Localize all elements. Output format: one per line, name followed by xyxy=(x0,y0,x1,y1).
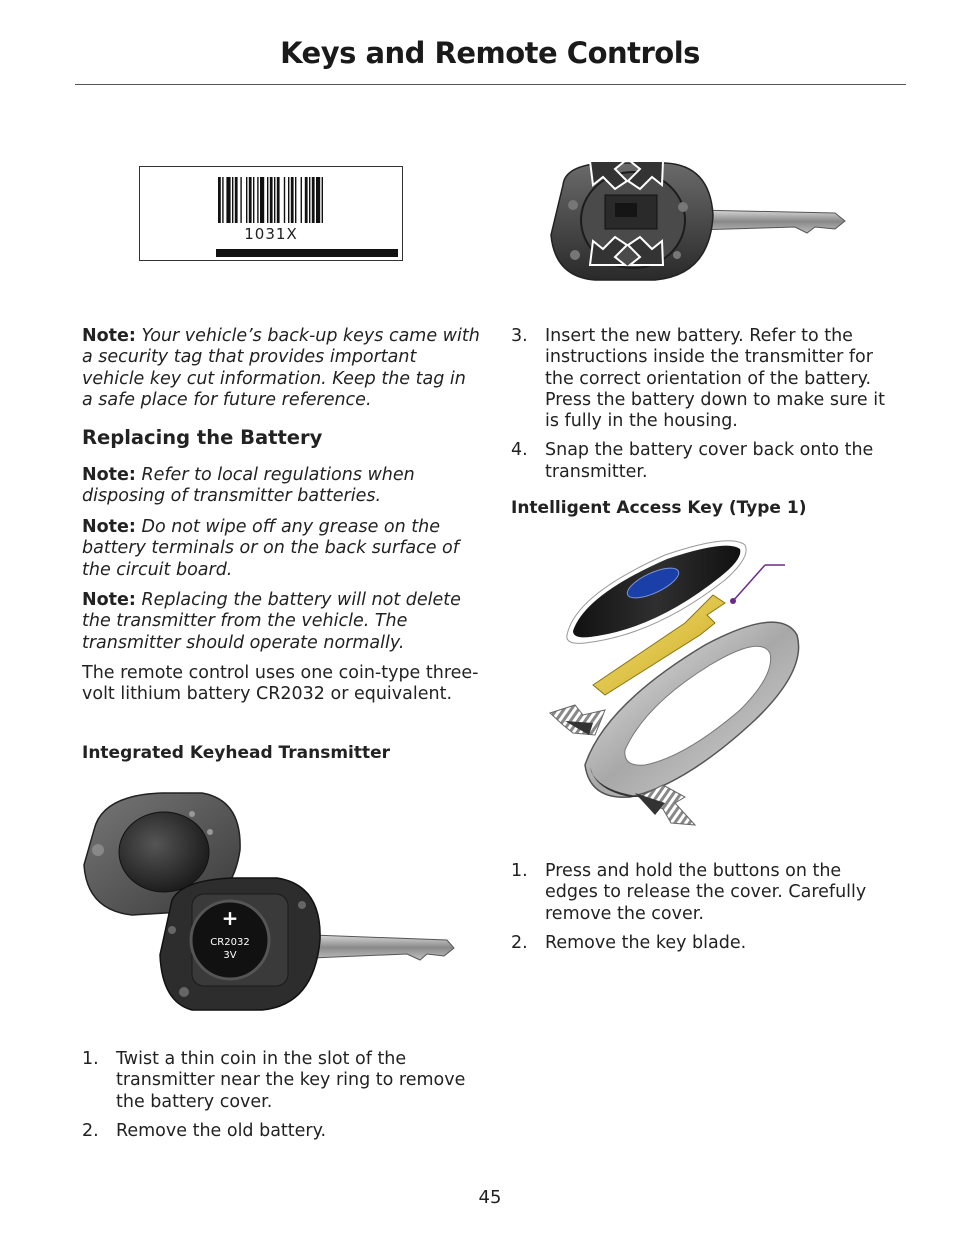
step-number: 2. xyxy=(82,1120,99,1141)
step-number: 1. xyxy=(82,1049,99,1069)
intelligent-access-key-figure xyxy=(545,535,805,830)
note-text: Replacing the battery will not delete the transmitter from the vehicle. The transmitter should operate normally. xyxy=(82,590,461,653)
step-text: Twist a thin coin in the slot of the transmitter near the key ring to remove the battery cover. xyxy=(116,1049,466,1112)
step-text: Snap the battery cover back onto the transmitter. xyxy=(545,440,874,482)
step-text: Insert the new battery. Refer to the instructions inside the transmitter for the correct orientation of the battery. Press the battery down to make sure it is fully in the housing. xyxy=(545,326,885,432)
keyhead-battery-removal-figure xyxy=(82,790,457,1015)
title-divider xyxy=(75,84,906,85)
right-steps-bottom xyxy=(511,861,896,962)
note-label: Note: xyxy=(82,590,136,610)
heading-replacing-battery: Replacing the Battery xyxy=(82,426,323,449)
note-label: Note: xyxy=(82,326,136,346)
security-tag-code: 1031X xyxy=(244,225,298,243)
heading-intelligent-access-key: Intelligent Access Key (Type 1) xyxy=(511,498,807,518)
right-steps-top xyxy=(511,326,896,491)
step-item xyxy=(82,1121,482,1142)
note-label: Note: xyxy=(82,465,136,485)
note-grease xyxy=(82,517,482,581)
step-text: Press and hold the buttons on the edges to release the cover. Carefully remove the cover. xyxy=(545,861,867,924)
keyhead-battery-insert-figure xyxy=(545,155,850,290)
battery-plus-label: + xyxy=(221,906,239,930)
barcode-icon xyxy=(140,167,402,260)
note-disposing xyxy=(82,465,482,508)
step-number: 4. xyxy=(511,440,528,461)
step-number: 3. xyxy=(511,326,528,346)
note-text: Your vehicle’s back-up keys came with a security tag that provides important vehicle key cut information. Keep the tag in a safe place for future reference. xyxy=(82,326,480,410)
page-title: Keys and Remote Controls xyxy=(280,36,700,70)
battery-voltage-label: 3V xyxy=(223,950,237,961)
step-item xyxy=(511,326,896,432)
battery-type-text: The remote control uses one coin-type three-volt lithium battery CR2032 or equivalent. xyxy=(82,663,479,705)
heading-integrated-keyhead: Integrated Keyhead Transmitter xyxy=(82,743,391,763)
battery-type-paragraph xyxy=(82,663,482,706)
step-text: Remove the key blade. xyxy=(545,932,747,953)
left-steps xyxy=(82,1049,482,1150)
step-item xyxy=(511,861,896,925)
note-text: Do not wipe off any grease on the battery terminals or on the back surface of the circuit board. xyxy=(82,517,459,580)
note-security-tag xyxy=(82,326,482,411)
page-number: 45 xyxy=(478,1187,502,1208)
note-transmitter xyxy=(82,590,482,654)
note-text: Refer to local regulations when disposing of transmitter batteries. xyxy=(82,465,415,507)
intelligent-access-section xyxy=(511,498,896,519)
step-item xyxy=(511,440,896,483)
step-item xyxy=(82,1049,482,1113)
replacing-battery-section xyxy=(82,427,482,448)
step-number: 2. xyxy=(511,932,528,953)
step-item xyxy=(511,933,896,954)
security-tag-figure xyxy=(139,166,403,261)
step-number: 1. xyxy=(511,861,528,881)
step-text: Remove the old battery. xyxy=(116,1120,327,1141)
battery-model-label: CR2032 xyxy=(210,937,250,948)
integrated-keyhead-section xyxy=(82,743,482,764)
note-label: Note: xyxy=(82,517,136,537)
left-column-top xyxy=(82,326,482,411)
